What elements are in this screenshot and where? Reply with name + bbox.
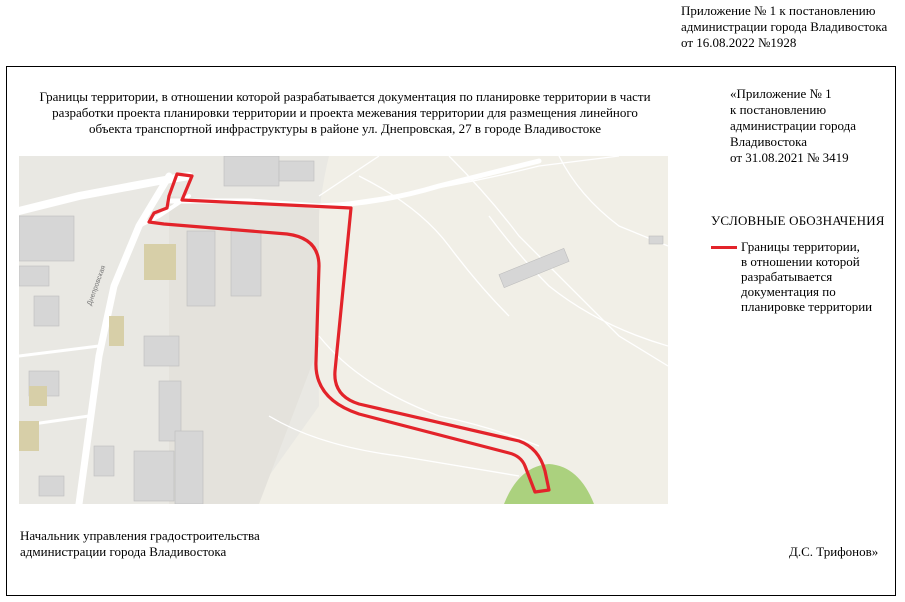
- building: [19, 266, 49, 286]
- building: [19, 216, 74, 261]
- legend-line: Границы территории,: [741, 239, 860, 254]
- legend-line: планировке территории: [741, 299, 873, 314]
- building: [224, 156, 279, 186]
- building: [34, 296, 59, 326]
- building: [29, 386, 47, 406]
- building: [175, 431, 203, 504]
- reference-line: «Приложение № 1: [730, 86, 832, 101]
- signatory-position: [20, 528, 350, 560]
- reference-line: от 31.08.2021 № 3419: [730, 150, 849, 165]
- map-canvas: [19, 156, 668, 504]
- building: [109, 316, 124, 346]
- building: [144, 336, 179, 366]
- building: [187, 231, 215, 306]
- territory-map: [19, 156, 668, 504]
- building: [39, 476, 64, 496]
- position-line: Начальник управления градостроительства: [20, 528, 260, 543]
- building: [649, 236, 663, 244]
- title-line: Границы территории, в отношении которой разрабатывается документация по планировке территории в части: [39, 89, 651, 104]
- street-label: Днепровская: [86, 264, 108, 307]
- legend-title: УСЛОВНЫЕ ОБОЗНАЧЕНИЯ: [711, 213, 885, 228]
- map-title: [10, 89, 680, 137]
- building: [94, 446, 114, 476]
- previous-appendix-reference: [730, 86, 890, 166]
- building: [134, 451, 174, 501]
- legend-boundary-label: [741, 239, 891, 314]
- building: [279, 161, 314, 181]
- building: [231, 231, 261, 296]
- document-header: [681, 3, 903, 51]
- position-line: администрации города Владивостока: [20, 544, 227, 559]
- header-line: от 16.08.2022 №1928: [681, 35, 797, 50]
- header-line: администрации города Владивостока: [681, 19, 888, 34]
- legend-line: документация по: [741, 284, 836, 299]
- reference-line: Владивостока: [730, 134, 808, 149]
- title-line: разработки проекта планировки территории и проекта межевания территории для размещения линейного: [52, 105, 638, 120]
- building: [144, 244, 176, 280]
- legend-line: разрабатывается: [741, 269, 833, 284]
- reference-line: администрации города: [730, 118, 857, 133]
- signatory-name: Д.С. Трифонов»: [789, 544, 879, 559]
- legend-line: в отношении которой: [741, 254, 860, 269]
- legend-boundary-swatch: [711, 246, 737, 249]
- building: [19, 421, 39, 451]
- reference-line: к постановлению: [730, 102, 827, 117]
- title-line: объекта транспортной инфраструктуры в районе ул. Днепровская, 27 в городе Владивостоке: [88, 121, 602, 136]
- header-line: Приложение № 1 к постановлению: [681, 3, 876, 18]
